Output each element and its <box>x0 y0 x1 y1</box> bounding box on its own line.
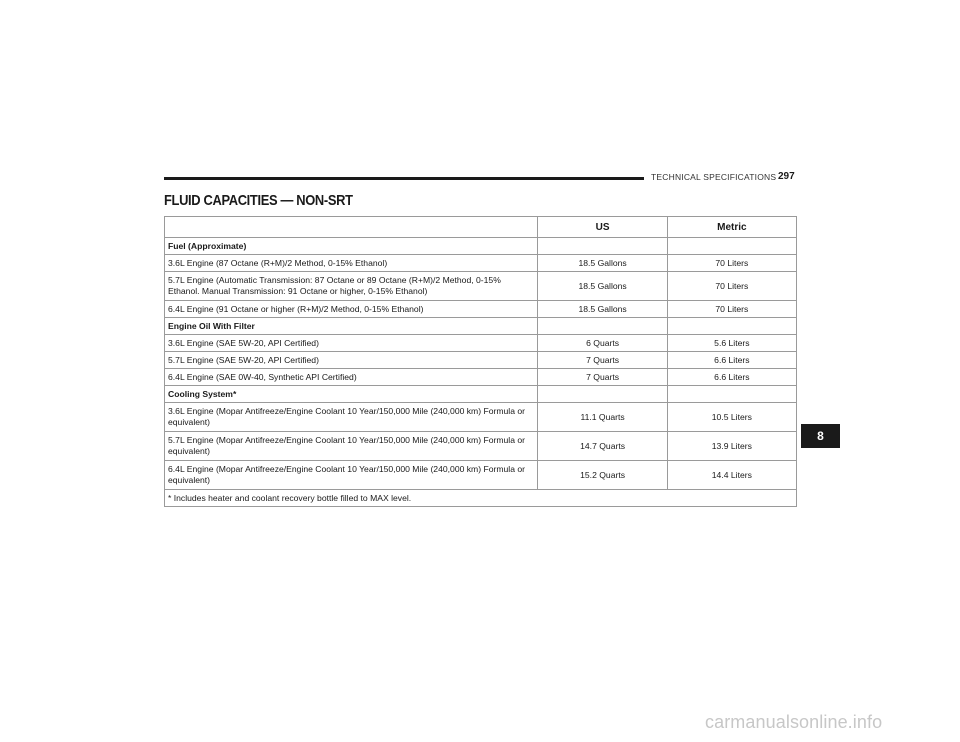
cell-metric <box>667 318 796 335</box>
cell-description: 6.4L Engine (Mopar Antifreeze/Engine Coolant 10 Year/150,000 Mile (240,000 km) Formula or equivalent) <box>165 461 538 490</box>
cell-description: 6.4L Engine (91 Octane or higher (R+M)/2 Method, 0-15% Ethanol) <box>165 301 538 318</box>
chapter-tab: 8 <box>801 424 840 448</box>
table-body <box>165 238 797 490</box>
cell-metric: 14.4 Liters <box>667 461 796 490</box>
page-number: 297 <box>778 171 795 182</box>
column-header-metric: Metric <box>667 217 796 238</box>
cell-us <box>538 386 667 403</box>
cell-description: 5.7L Engine (Mopar Antifreeze/Engine Coolant 10 Year/150,000 Mile (240,000 km) Formula or equivalent) <box>165 432 538 461</box>
cell-us <box>538 238 667 255</box>
table-section-row <box>165 238 797 255</box>
cell-metric: 70 Liters <box>667 301 796 318</box>
cell-us: 18.5 Gallons <box>538 272 667 301</box>
cell-us: 7 Quarts <box>538 352 667 369</box>
page-title: FLUID CAPACITIES — NON-SRT <box>164 192 353 209</box>
table-section-row <box>165 318 797 335</box>
cell-us: 7 Quarts <box>538 369 667 386</box>
cell-description: 5.7L Engine (Automatic Transmission: 87 Octane or 89 Octane (R+M)/2 Method, 0-15% Ethanol. Manual Transmission: 91 Octane or higher, 0-15% Ethanol) <box>165 272 538 301</box>
running-header-section: TECHNICAL SPECIFICATIONS <box>651 172 777 182</box>
cell-metric: 5.6 Liters <box>667 335 796 352</box>
cell-description: Fuel (Approximate) <box>165 238 538 255</box>
table-section-row <box>165 386 797 403</box>
table-header-row <box>165 217 797 238</box>
cell-us: 6 Quarts <box>538 335 667 352</box>
table-row <box>165 432 797 461</box>
cell-description: 6.4L Engine (SAE 0W-40, Synthetic API Certified) <box>165 369 538 386</box>
fluid-capacities-table <box>164 216 797 507</box>
cell-us: 18.5 Gallons <box>538 255 667 272</box>
cell-metric: 6.6 Liters <box>667 369 796 386</box>
cell-us: 18.5 Gallons <box>538 301 667 318</box>
footnote-row <box>165 490 797 507</box>
cell-description: 5.7L Engine (SAE 5W-20, API Certified) <box>165 352 538 369</box>
watermark: carmanualsonline.info <box>705 712 883 732</box>
cell-us: 15.2 Quarts <box>538 461 667 490</box>
table-row <box>165 255 797 272</box>
cell-description: 3.6L Engine (Mopar Antifreeze/Engine Coolant 10 Year/150,000 Mile (240,000 km) Formula or equivalent) <box>165 403 538 432</box>
cell-us: 11.1 Quarts <box>538 403 667 432</box>
cell-metric <box>667 386 796 403</box>
table-row <box>165 301 797 318</box>
table-row <box>165 403 797 432</box>
cell-metric: 13.9 Liters <box>667 432 796 461</box>
cell-description: Engine Oil With Filter <box>165 318 538 335</box>
cell-us: 14.7 Quarts <box>538 432 667 461</box>
table-row <box>165 335 797 352</box>
cell-description: Cooling System* <box>165 386 538 403</box>
table-row <box>165 272 797 301</box>
cell-metric: 70 Liters <box>667 255 796 272</box>
table-row <box>165 369 797 386</box>
table-row <box>165 352 797 369</box>
cell-description: 3.6L Engine (SAE 5W-20, API Certified) <box>165 335 538 352</box>
table-footnote: * Includes heater and coolant recovery bottle filled to MAX level. <box>165 490 797 507</box>
cell-metric: 70 Liters <box>667 272 796 301</box>
cell-metric: 6.6 Liters <box>667 352 796 369</box>
cell-metric: 10.5 Liters <box>667 403 796 432</box>
cell-description: 3.6L Engine (87 Octane (R+M)/2 Method, 0-15% Ethanol) <box>165 255 538 272</box>
header-rule <box>164 177 644 180</box>
column-header-us: US <box>538 217 667 238</box>
cell-metric <box>667 238 796 255</box>
cell-us <box>538 318 667 335</box>
table-row <box>165 461 797 490</box>
column-header-description <box>165 217 538 238</box>
